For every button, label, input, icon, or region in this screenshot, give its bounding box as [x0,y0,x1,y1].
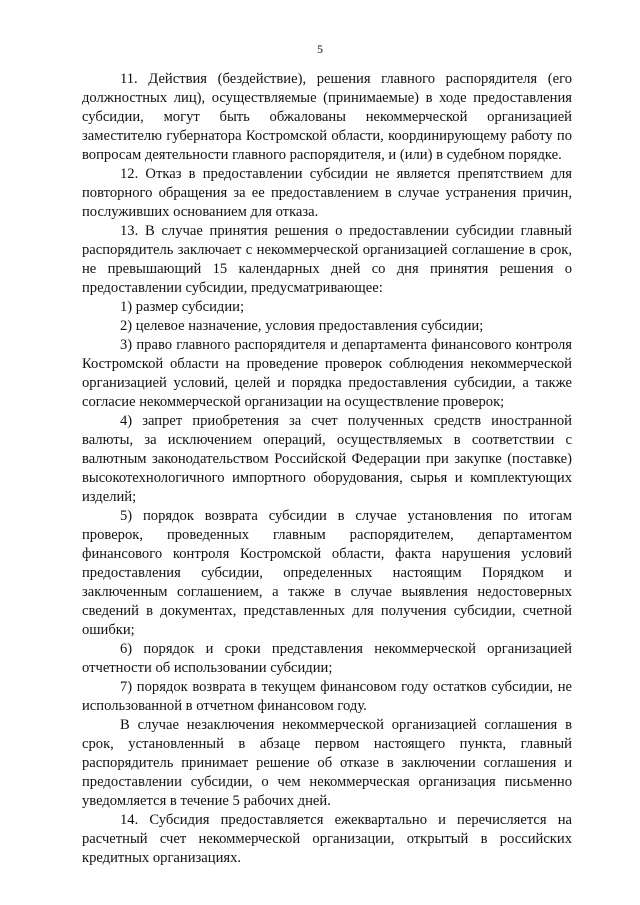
paragraph-non-conclusion: В случае незаключения некоммерческой организацией соглашения в срок, установленный в абзаце первом настоящего пункта, главный распорядитель принимает решение об отказе в заключении соглашения и предоставлении субсидии, о чем некоммерческая организация письменно уведомляется в течение 5 рабочих дней. [82,717,572,809]
paragraph-14: 14. Субсидия предоставляется ежеквартально и перечисляется на расчетный счет некоммерческой организации, открытый в российских кредитных организациях. [82,812,572,866]
subitem-2: 2) целевое назначение, условия предоставления субсидии; [120,318,484,334]
subitem-5: 5) порядок возврата субсидии в случае установления по итогам проверок, проведенных главным распорядителем, департаментом финансового контроля Костромской области, факта нарушения условий предоставления субсидии, определенных настоящим Порядком и заключенным соглашением, а также в случае выявления недостоверных сведений в документах, представленных для получения субсидии, счетной ошибки; [82,508,572,638]
subitem-1: 1) размер субсидии; [120,299,244,315]
paragraph-11: 11. Действия (бездействие), решения главного распорядителя (его должностных лиц), осуществляемые (принимаемые) в ходе предоставления субсидии, могут быть обжалованы некоммерческой организацией заместителю губернатора Костромской области, координирующему работу по вопросам деятельности главного распорядителя, и (или) в судебном порядке. [82,71,572,163]
document-body [82,70,572,868]
subitem-3: 3) право главного распорядителя и департамента финансового контроля Костромской области на проведение проверок соблюдения некоммерческой организацией условий, целей и порядка предоставления субсидии, а также согласие некоммерческой организации на осуществление проверок; [82,337,572,410]
paragraph-12: 12. Отказ в предоставлении субсидии не является препятствием для повторного обращения за ее предоставлением в случае устранения причин, послуживших основанием для отказа. [82,166,572,220]
page-number: 5 [317,42,323,56]
subitem-4: 4) запрет приобретения за счет полученных средств иностранной валюты, за исключением операций, осуществляемых в соответствии с валютным законодательством Российской Федерации при закупке (поставке) высокотехнологичного импортного оборудования, сырья и комплектующих изделий; [82,413,572,505]
paragraph-13: 13. В случае принятия решения о предоставлении субсидии главный распорядитель заключает с некоммерческой организацией соглашение в срок, не превышающий 15 календарных дней со дня принятия решения о предоставлении субсидии, предусматривающее: [82,223,572,296]
subitem-7: 7) порядок возврата в текущем финансовом году остатков субсидии, не использованной в отчетном финансовом году. [82,679,572,714]
subitem-6: 6) порядок и сроки представления некоммерческой организацией отчетности об использовании субсидии; [82,641,572,676]
